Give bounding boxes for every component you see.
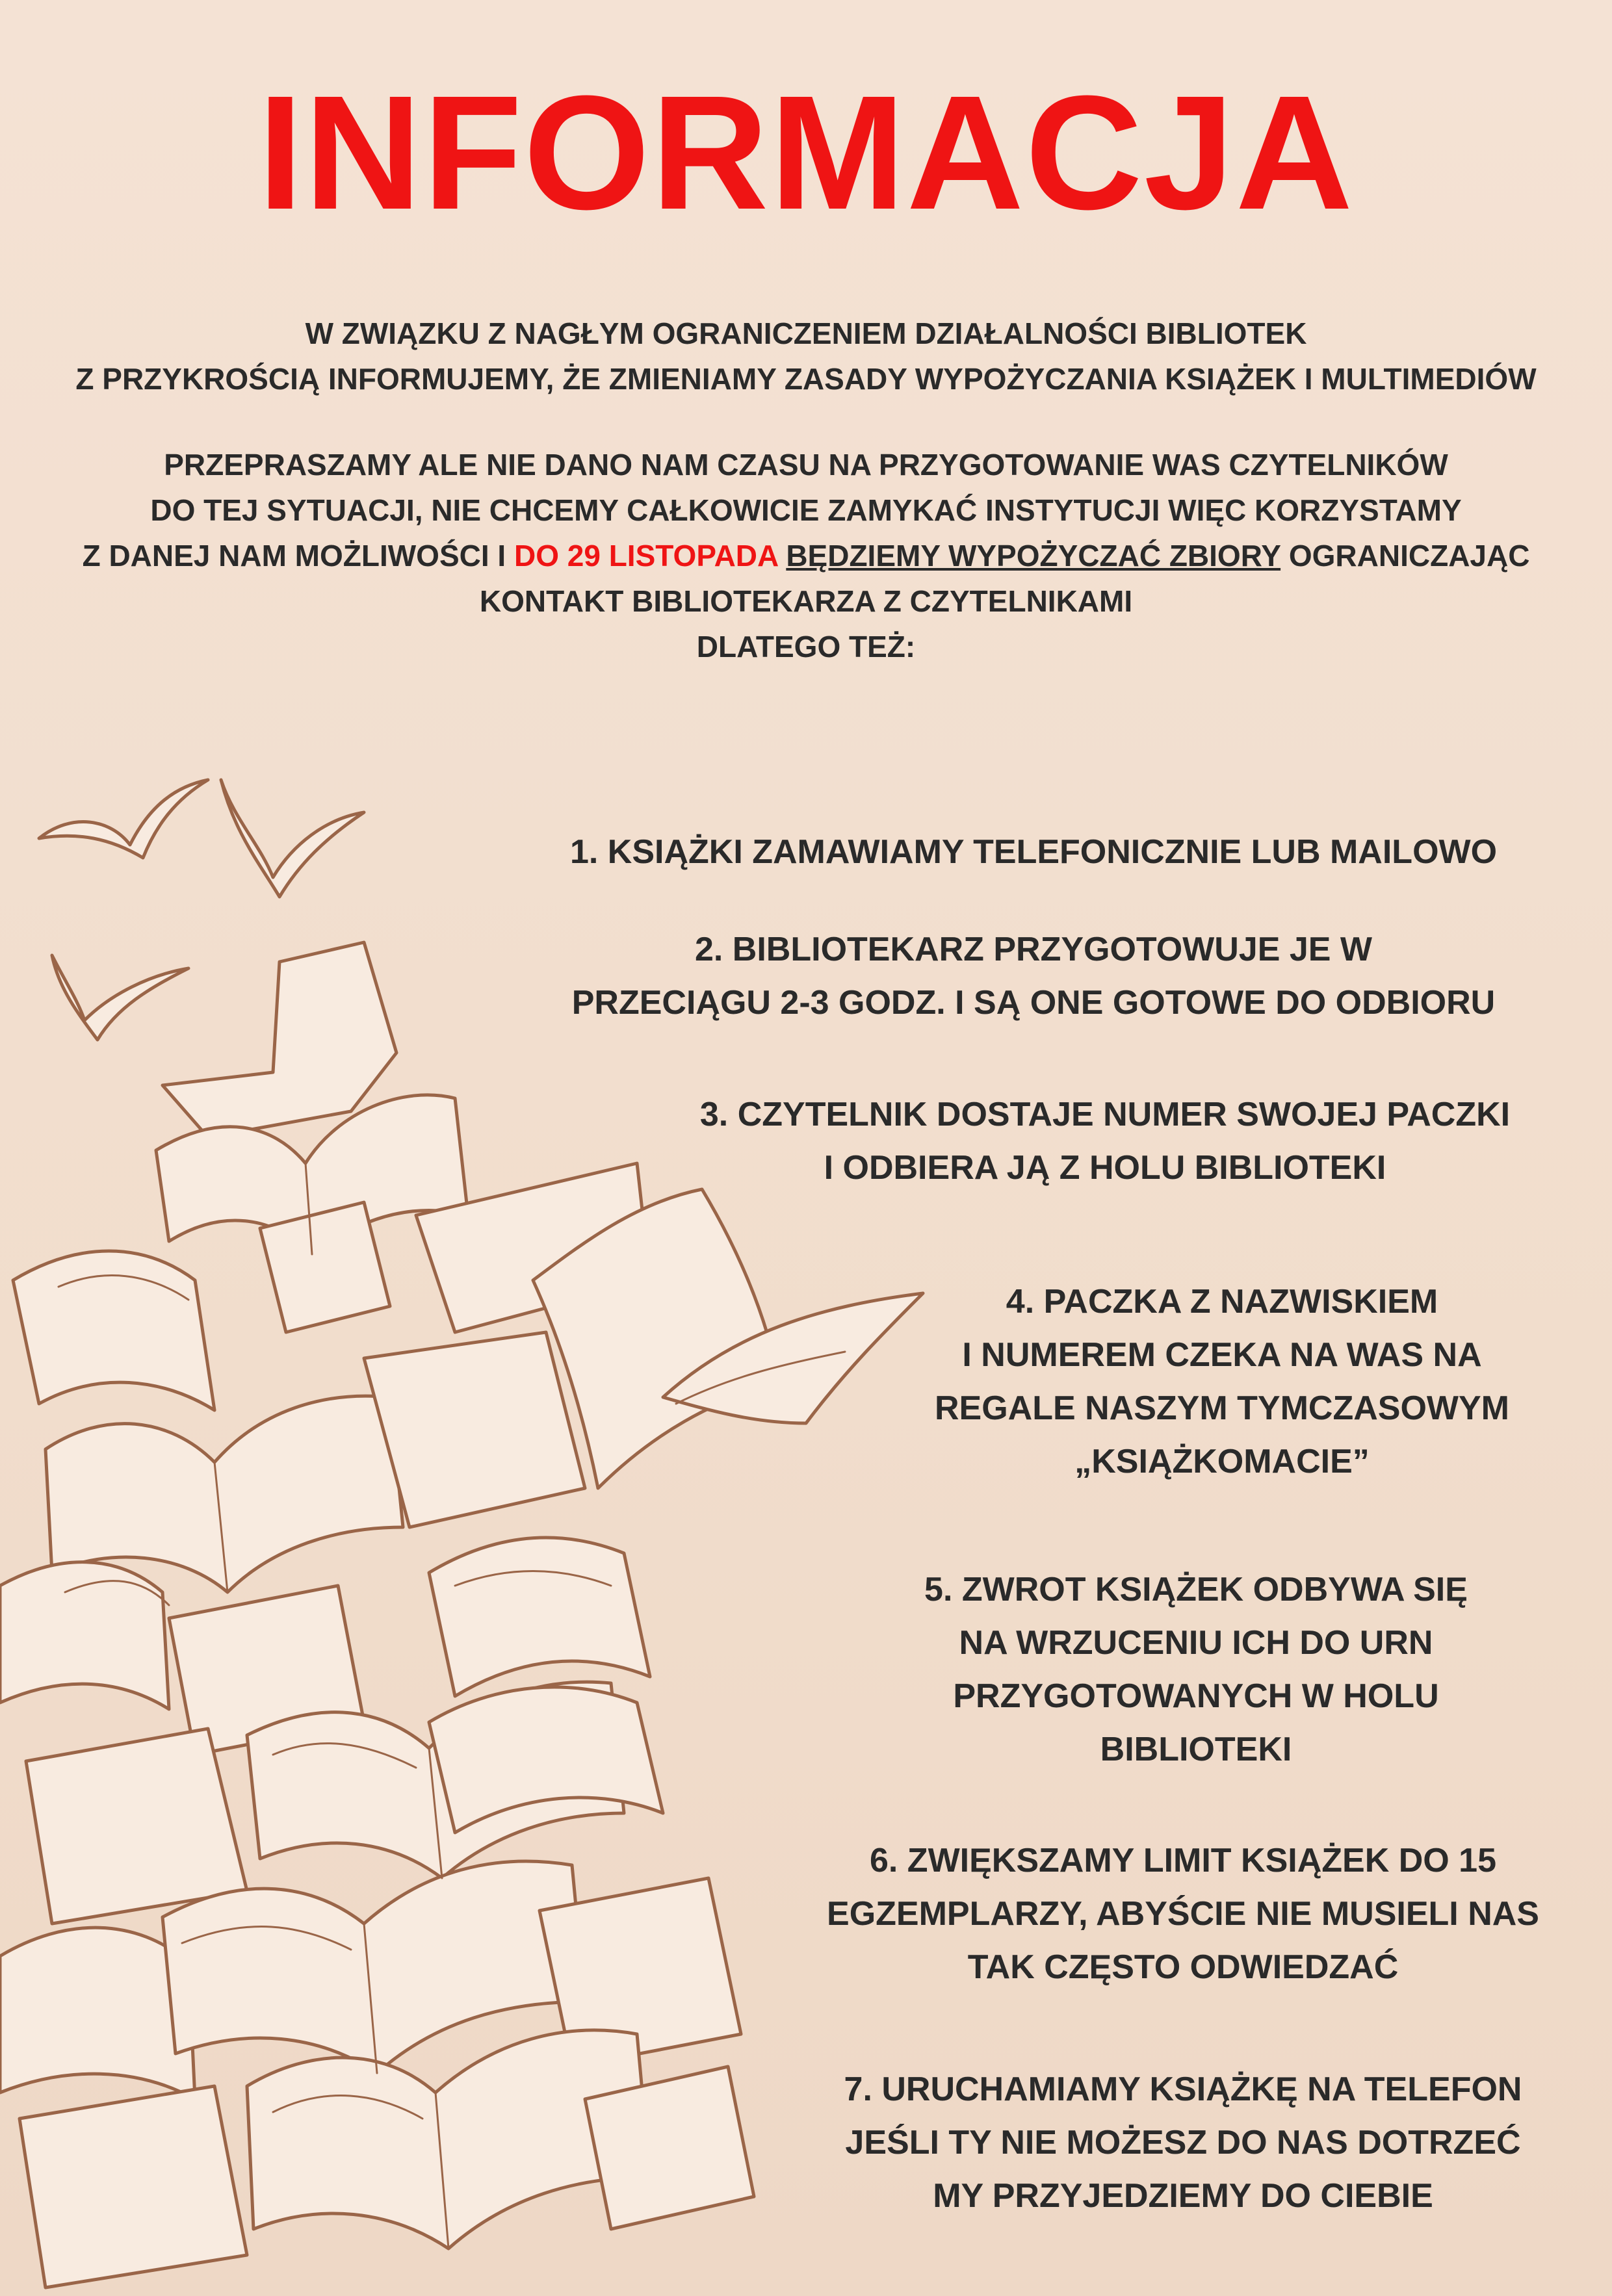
item-line: 4. PACZKA Z NAZWISKIEM <box>1006 1283 1438 1321</box>
item-line: EGZEMPLARZY, ABYŚCIE NIE MUSIELI NAS <box>827 1895 1539 1933</box>
deadline-date: DO 29 LISTOPADA <box>514 539 778 573</box>
intro-line-highlight <box>26 533 1586 578</box>
list-item-4 <box>832 1275 1612 1488</box>
item-line: PRZECIĄGU 2-3 GODZ. I SĄ ONE GOTOWE DO ODBIORU <box>571 984 1496 1022</box>
intro-text-part <box>778 539 786 573</box>
item-line: JEŚLI TY NIE MOŻESZ DO NAS DOTRZEĆ <box>845 2124 1521 2161</box>
item-line: MY PRZYJEDZIEMY DO CIEBIE <box>933 2177 1433 2215</box>
item-line: I NUMEREM CZEKA NA WAS NA <box>962 1336 1482 1374</box>
intro-line: DO TEJ SYTUACJI, NIE CHCEMY CAŁKOWICIE ZAMYKAĆ INSTYTUCJI WIĘC KORZYSTAMY <box>150 493 1462 527</box>
intro-line: KONTAKT BIBLIOTEKARZA Z CZYTELNIKAMI <box>479 584 1133 618</box>
intro-line: W ZWIĄZKU Z NAGŁYM OGRANICZENIEM DZIAŁALNOŚCI BIBLIOTEK <box>305 316 1307 350</box>
list-item-6 <box>780 1834 1586 1994</box>
item-line: I ODBIERA JĄ Z HOLU BIBLIOTEKI <box>824 1149 1386 1187</box>
item-line: 6. ZWIĘKSZAMY LIMIT KSIĄŻEK DO 15 <box>869 1842 1496 1879</box>
book-icon <box>260 1202 390 1332</box>
item-line: PRZYGOTOWANYCH W HOLU <box>953 1677 1439 1715</box>
book-icon <box>429 1538 650 1696</box>
item-line: REGALE NASZYM TYMCZASOWYM <box>935 1389 1509 1427</box>
intro-line: Z PRZYKROŚCIĄ INFORMUJEMY, ŻE ZMIENIAMY ZASADY WYPOŻYCZANIA KSIĄŻEK I MULTIMEDIÓW <box>75 362 1537 396</box>
intro-line: PRZEPRASZAMY ALE NIE DANO NAM CZASU NA PRZYGOTOWANIE WAS CZYTELNIKÓW <box>164 448 1448 482</box>
intro-text-part: Z DANEJ NAM MOŻLIWOŚCI I <box>82 539 514 573</box>
page-title: INFORMACJA <box>257 62 1355 243</box>
bird-icon <box>39 780 208 858</box>
list-item-7 <box>780 2063 1586 2223</box>
list-item-2 <box>494 923 1573 1029</box>
lending-notice: BĘDZIEMY WYPOŻYCZAĆ ZBIORY <box>786 539 1281 573</box>
list-item-1 <box>494 825 1573 879</box>
intro-text <box>26 311 1586 669</box>
item-line: 1. KSIĄŻKI ZAMAWIAMY TELEFONICZNIE LUB MAILOWO <box>569 833 1498 871</box>
list-item-3 <box>650 1088 1560 1194</box>
item-line: 7. URUCHAMIAMY KSIĄŻKĘ NA TELEFON <box>844 2070 1522 2108</box>
item-line: TAK CZĘSTO ODWIEDZAĆ <box>967 1948 1399 1986</box>
item-line: 2. BIBLIOTEKARZ PRZYGOTOWUJE JE W <box>694 931 1372 968</box>
intro-line: DLATEGO TEŻ: <box>696 630 916 664</box>
item-line: NA WRZUCENIU ICH DO URN <box>959 1624 1433 1662</box>
item-line: 5. ZWROT KSIĄŻEK ODBYWA SIĘ <box>924 1571 1468 1608</box>
item-line: 3. CZYTELNIK DOSTAJE NUMER SWOJEJ PACZKI <box>699 1096 1511 1133</box>
intro-text-part: OGRANICZAJĄC <box>1280 539 1530 573</box>
book-icon <box>0 1562 169 1709</box>
bird-icon <box>221 780 364 897</box>
book-icon <box>20 2086 247 2288</box>
bird-icon <box>52 955 188 1040</box>
item-line: „KSIĄŻKOMACIE” <box>1074 1443 1370 1480</box>
intro-gap <box>26 402 1586 442</box>
book-icon <box>162 942 396 1137</box>
item-line: BIBLIOTEKI <box>1100 1731 1292 1768</box>
book-icon <box>247 2030 650 2249</box>
list-item-5 <box>832 1563 1560 1776</box>
